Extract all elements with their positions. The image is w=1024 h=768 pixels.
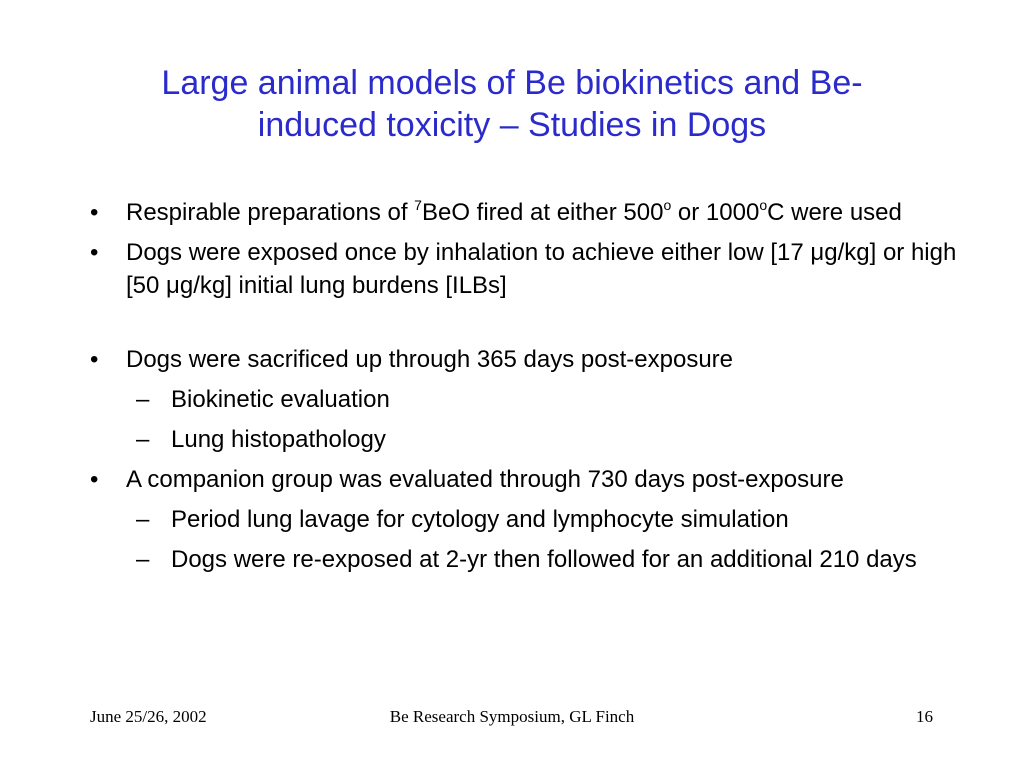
bullet-text-part: Respirable preparations of	[126, 199, 415, 226]
superscript: o	[663, 197, 672, 213]
sub-bullet-item	[90, 503, 990, 536]
bullet-item	[90, 196, 990, 229]
bullet-text-part: or 1000	[671, 199, 760, 226]
sub-bullet-text: Lung histopathology	[171, 426, 386, 453]
bullet-marker: •	[90, 239, 99, 266]
superscript: 7	[414, 197, 422, 213]
footer-page-number: 16	[916, 707, 933, 726]
title-line-1: Large animal models of Be biokinetics and Be-	[161, 64, 863, 102]
bullet-marker: •	[90, 466, 99, 493]
dash-marker: –	[136, 426, 150, 453]
sub-bullet-item	[90, 423, 990, 456]
dash-marker: –	[136, 546, 150, 573]
bullet-marker: •	[90, 199, 99, 226]
title-line-2: induced toxicity – Studies in Dogs	[257, 106, 767, 144]
sub-bullet-item	[90, 543, 931, 576]
bullet-text-part: C were used	[767, 199, 902, 226]
superscript: o	[759, 197, 768, 213]
bullet-item	[90, 343, 990, 376]
footer-date: June 25/26, 2002	[90, 707, 207, 726]
slide-title	[60, 62, 964, 146]
bullet-item	[90, 463, 990, 496]
footer-event: Be Research Symposium, GL Finch	[389, 707, 635, 726]
dash-marker: –	[136, 506, 150, 533]
sub-bullet-item	[90, 383, 990, 416]
bullet-item	[90, 236, 990, 302]
sub-bullet-text: Period lung lavage for cytology and lymphocyte simulation	[171, 506, 789, 533]
sub-bullet-text: Biokinetic evaluation	[171, 386, 390, 413]
sub-bullet-text: Dogs were re-exposed at 2-yr then followed for an additional 210 days	[171, 546, 917, 573]
bullet-list	[90, 196, 990, 583]
dash-marker: –	[136, 386, 150, 413]
bullet-text: Dogs were exposed once by inhalation to achieve either low [17 μg/kg] or high [50 μg/kg] initial lung burdens [ILBs]	[126, 239, 957, 299]
bullet-text-part: BeO fired at either 500	[421, 199, 664, 226]
bullet-marker: •	[90, 346, 99, 373]
bullet-text: A companion group was evaluated through 730 days post-exposure	[126, 466, 844, 493]
bullet-text: Dogs were sacrificed up through 365 days post-exposure	[126, 346, 734, 373]
